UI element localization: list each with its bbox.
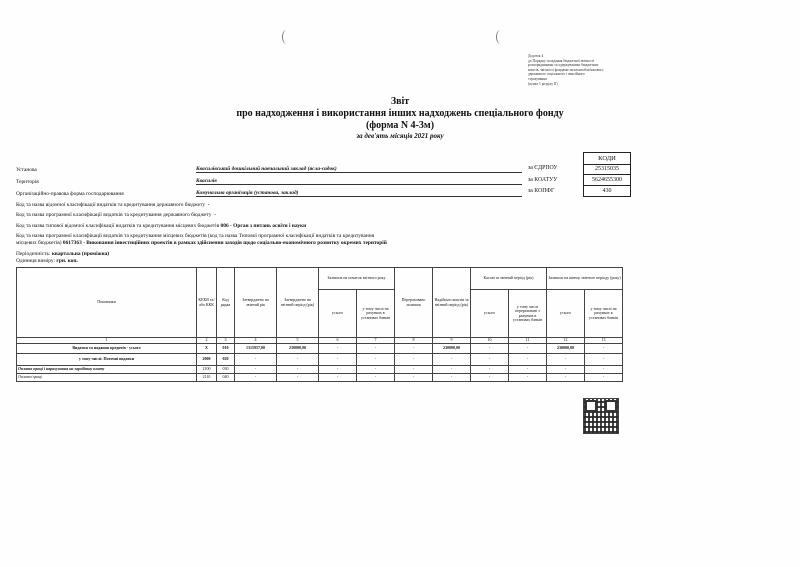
cell-transferred: - [395, 374, 433, 382]
column-number: 2 [197, 338, 217, 344]
header-cash-total: усього [471, 290, 509, 338]
row-code: 010 [217, 344, 235, 354]
cell-balance-end-incl: - [585, 374, 623, 382]
cell-received: 230000,00 [433, 344, 471, 354]
column-number: 5 [277, 338, 319, 344]
cell-approved-period: 230000,00 [277, 344, 319, 354]
local-program-line-2: місцевих бюджетів) 0617363 - Виконання інвестиційних проектів в рамках здійснення заходів щодо соціально-економічного розвитку окремих територій [16, 240, 387, 246]
header-cash-incl: у тому числі перераховані з рахунків в установах банків [509, 290, 547, 338]
punch-hole-mark [496, 30, 505, 44]
table-row [17, 374, 623, 382]
report-table [16, 267, 623, 382]
column-number: 6 [319, 338, 357, 344]
approval-line: (пункт 1 розділу II) [528, 81, 558, 86]
program-classification-line: Код та назва програмної класифікації видатків та кредитування державного бюджету - [16, 212, 216, 218]
cell-balance-end-total: - [547, 354, 585, 366]
cell-transferred: - [395, 366, 433, 374]
cell-cash-incl: - [509, 374, 547, 382]
row-kekv: 2000 [197, 354, 217, 366]
column-number: 7 [357, 338, 395, 344]
local-program-line: Код та назва програмної класифікації видатків та кредитування місцевих бюджетів (код та назва Типової програмної класифікації видатків та кредитування [16, 233, 375, 239]
cell-approved-period: - [277, 354, 319, 366]
cell-cash-total: - [471, 374, 509, 382]
column-number: 4 [235, 338, 277, 344]
row-code: 040 [217, 374, 235, 382]
form-number: (форма N 4-3м) [365, 120, 435, 131]
header-balance-end: Залишок на кінець звітного періоду (року) [547, 268, 623, 290]
cell-balance-start-incl: - [357, 366, 395, 374]
punch-hole-mark [282, 30, 291, 44]
cell-cash-incl: - [509, 354, 547, 366]
cell-balance-start-incl: - [357, 344, 395, 354]
typical-classification-line: Код та назва типової відомчої класифікації видатків та кредитування місцевих бюджетів 006 - Орган з питань освіти і науки [16, 223, 307, 229]
koatuu-label: за КОАТУУ [528, 177, 558, 183]
column-number: 13 [585, 338, 623, 344]
kopfg-label: за КОПФГ [528, 188, 555, 194]
cell-received: - [433, 366, 471, 374]
column-number: 10 [471, 338, 509, 344]
cell-balance-end-incl: - [585, 366, 623, 374]
header-approved-year: Затверджено на звітний рік [235, 268, 277, 338]
row-label: Оплата праці і нарахування на заробітну плату [17, 366, 197, 374]
header-balance-start: Залишок на початок звітного року [319, 268, 395, 290]
institution-label: Установа [16, 167, 37, 173]
unit-line: Одиниця виміру: грн. коп. [16, 258, 78, 264]
territory-label: Територія [16, 179, 39, 185]
edrpou-label: за ЄДРПОУ [528, 165, 558, 171]
cell-received: - [433, 354, 471, 366]
approval-line: до Порядку складання бюджетної звітності [528, 58, 595, 63]
header-kekv: КЕКВ та/або ККК [197, 268, 217, 338]
approval-line: страхування [528, 76, 547, 81]
approval-line: Додаток 4 [528, 54, 544, 58]
kopfg-code: 430 [583, 186, 631, 197]
row-kekv: 2100 [197, 366, 217, 374]
header-cash-expenses: Касові за звітний період (рік) [471, 268, 547, 290]
codes-header: КОДИ [583, 152, 631, 165]
departmental-classification-line: Код та назва відомчої класифікації видатків та кредитування державного бюджету - [16, 202, 210, 208]
header-balance-start-incl: у тому числі на рахунках в установах банків [357, 290, 395, 338]
cell-cash-total: - [471, 354, 509, 366]
row-label: Оплата праці [17, 374, 197, 382]
cell-balance-start-total: - [319, 354, 357, 366]
header-transferred: Перераховано залишок [395, 268, 433, 338]
table-row [17, 366, 623, 374]
row-kekv: X [197, 344, 217, 354]
institution-value: Квасилівський дошкільний навчальний заклад (ясла-садок) [196, 166, 522, 173]
cell-approved-period: - [277, 366, 319, 374]
column-number: 9 [433, 338, 471, 344]
column-number: 12 [547, 338, 585, 344]
cell-balance-start-total: - [319, 344, 357, 354]
cell-received: - [433, 374, 471, 382]
column-number: 3 [217, 338, 235, 344]
cell-cash-incl: - [509, 344, 547, 354]
cell-cash-incl: - [509, 366, 547, 374]
row-code: 020 [217, 354, 235, 366]
cell-balance-end-incl: - [585, 344, 623, 354]
koatuu-code: 5624655300 [583, 175, 631, 186]
header-balance-end-total: усього [547, 290, 585, 338]
cell-approved-year: - [235, 366, 277, 374]
territory-value: Квасилів [196, 178, 522, 185]
qr-code [583, 398, 619, 434]
column-number: 11 [509, 338, 547, 344]
header-balance-end-incl: у тому числі на рахунках в установах банків [585, 290, 623, 338]
row-kekv: 2110 [197, 374, 217, 382]
cell-balance-start-total: - [319, 374, 357, 382]
cell-cash-total: - [471, 344, 509, 354]
header-indicator: Показники [17, 268, 197, 338]
header-balance-start-total: усього [319, 290, 357, 338]
cell-balance-end-incl: - [585, 354, 623, 366]
table-row [17, 344, 623, 354]
cell-balance-start-incl: - [357, 354, 395, 366]
legal-form-label: Організаційно-правова форма господарювання [16, 191, 124, 197]
table-row [17, 354, 623, 366]
cell-balance-start-incl: - [357, 374, 395, 382]
cell-transferred: - [395, 344, 433, 354]
report-subtitle: про надходження і використання інших надходжень спеціального фонду [236, 108, 564, 119]
periodicity-line: Періодичність: квартальна (проміжна) [16, 251, 110, 257]
cell-approved-period: - [277, 374, 319, 382]
cell-approved-year: - [235, 374, 277, 382]
row-label: Видатки та надання кредитів - усього [17, 344, 197, 354]
row-label: у тому числі: Поточні видатки [17, 354, 197, 366]
cell-transferred: - [395, 354, 433, 366]
cell-approved-year: 1315957,00 [235, 344, 277, 354]
approval-note [528, 54, 648, 86]
column-number: 8 [395, 338, 433, 344]
cell-balance-end-total: - [547, 366, 585, 374]
header-row-code: Код рядка [217, 268, 235, 338]
report-title: Звіт [390, 96, 410, 107]
header-approved-period: Затверджено на звітний період (рік) [277, 268, 319, 338]
cell-balance-start-total: - [319, 366, 357, 374]
column-number: 1 [17, 338, 197, 344]
approval-line: розпорядниками та одержувачами бюджетних [528, 63, 599, 68]
cell-approved-year: - [235, 354, 277, 366]
report-period: за дев'ять місяців 2021 року [356, 132, 444, 140]
approval-line: коштів, звітності фондами загальнообов'язкового [528, 67, 604, 72]
approval-line: державного соціального і пенсійного [528, 72, 585, 77]
edrpou-code: 25315035 [583, 164, 631, 175]
cell-balance-end-total: 230000,00 [547, 344, 585, 354]
cell-cash-total: - [471, 366, 509, 374]
header-received: Надійшло коштів за звітний період (рік) [433, 268, 471, 338]
legal-form-value: Комунальна організація (установа, заклад) [196, 190, 522, 197]
cell-balance-end-total: - [547, 374, 585, 382]
row-code: 030 [217, 366, 235, 374]
